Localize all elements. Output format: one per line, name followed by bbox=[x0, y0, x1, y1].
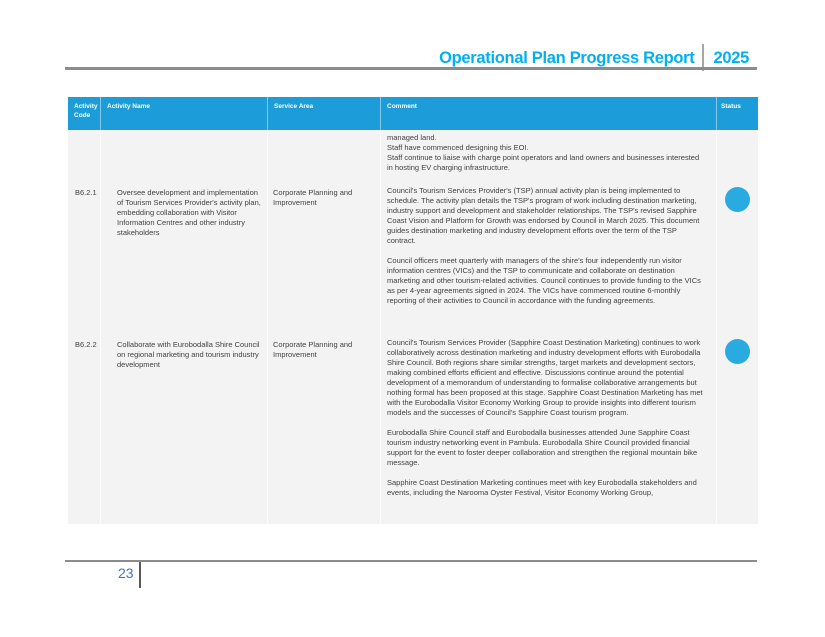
comment-cell bbox=[381, 335, 717, 524]
footer-divider bbox=[139, 562, 141, 588]
column-header-service-area: Service Area bbox=[268, 97, 381, 130]
table-row-b621 bbox=[68, 183, 758, 335]
comment-paragraph: Council's Tourism Services Provider's (TSP) annual activity plan is being implemented to schedule. The activity plan details the TSP's program of work including destination marketing, industry support and development and stakeholder relationships. The TSP's revised Sapphire Coast Vision and Platform for Growth was endorsed by Council in March 2025. This document guides destination marketing and industry development efforts over the term of the TSP contract. bbox=[387, 186, 700, 245]
comment-cell bbox=[381, 183, 717, 335]
comment-paragraph: Council's Tourism Services Provider (Sapphire Coast Destination Marketing) continues to work collaboratively across destination marketing and industry development efforts with Eurobodalla Shire Council. Both regions share similar strengths, target markets and development sectors, making combined efforts efficient and effective. Discussions continue around the potential development of a memorandum of understanding to formalise collaborative arrangements but nothing formal has been proposed at this stage. Sapphire Coast Destination Marketing has met with the Eurobodalla Visitor Economy Working Group to provide insights into different tourism models and the successes of Council's Sapphire Coast tourism program. bbox=[387, 338, 703, 417]
status-cell bbox=[717, 130, 758, 183]
service-area-cell bbox=[268, 130, 381, 183]
report-title: Operational Plan Progress Report bbox=[439, 48, 695, 67]
comment-line: Staff have commenced designing this EOI. bbox=[387, 143, 529, 152]
status-circle-icon bbox=[725, 187, 750, 212]
status-cell bbox=[717, 183, 758, 335]
activity-code-cell: B6.2.2 bbox=[68, 335, 101, 524]
status-cell bbox=[717, 335, 758, 524]
comment-paragraph: Eurobodalla Shire Council staff and Eurobodalla businesses attended June Sapphire Coast tourism industry networking event in Pambula. Eurobodalla Shire Council provided financial support for the event to foster deeper collaboration and strengthen the regional mountain bike message. bbox=[387, 428, 698, 467]
comment-line: Staff continue to liaise with charge point operators and land owners and businesses interested in hosting EV charging infrastructure. bbox=[387, 153, 700, 172]
table-row-b622 bbox=[68, 335, 758, 524]
comment-paragraph: Council officers meet quarterly with managers of the shire's four independently run visitor information centres (VICs) and the TSP to communicate and collaborate on destination marketing and other tourism-related activities. Council continues to provide funding to the VICs as per 4-year agreements signed in 2024. The VICs have commenced routine 6-monthly reporting of their activities to Council in accordance with the funding agreements. bbox=[387, 256, 701, 305]
report-year: 2025 bbox=[713, 48, 749, 67]
table-header-row bbox=[68, 97, 758, 130]
progress-table bbox=[68, 97, 758, 524]
service-area-cell: Corporate Planning and Improvement bbox=[268, 335, 381, 524]
table-row-continuation bbox=[68, 130, 758, 183]
comment-cell bbox=[381, 130, 717, 183]
activity-code-cell: B6.2.1 bbox=[68, 183, 101, 335]
activity-name-cell: Collaborate with Eurobodalla Shire Council on regional marketing and tourism industry development bbox=[101, 335, 268, 524]
footer-rule bbox=[65, 560, 757, 562]
header-rule bbox=[65, 67, 757, 70]
activity-code-cell bbox=[68, 130, 101, 183]
table-body bbox=[68, 130, 758, 524]
column-header-comment: Comment bbox=[381, 97, 717, 130]
page-number: 23 bbox=[118, 565, 134, 581]
column-header-status: Status bbox=[721, 103, 741, 110]
activity-name-cell bbox=[101, 130, 268, 183]
column-header-activity-code: Activity Code bbox=[68, 97, 101, 130]
column-header-activity-name: Activity Name bbox=[101, 97, 268, 130]
activity-name-cell: Oversee development and implementation of Tourism Services Provider's activity plan, embedding collaboration with Visitor Information Centres and other industry stakeholders bbox=[101, 183, 268, 335]
status-circle-icon bbox=[725, 339, 750, 364]
comment-paragraph: Sapphire Coast Destination Marketing continues meet with key Eurobodalla stakeholders and events, including the Narooma Oyster Festival, Visitor Economy Working Group, bbox=[387, 478, 697, 497]
comment-line: managed land. bbox=[387, 133, 437, 142]
service-area-cell: Corporate Planning and Improvement bbox=[268, 183, 381, 335]
